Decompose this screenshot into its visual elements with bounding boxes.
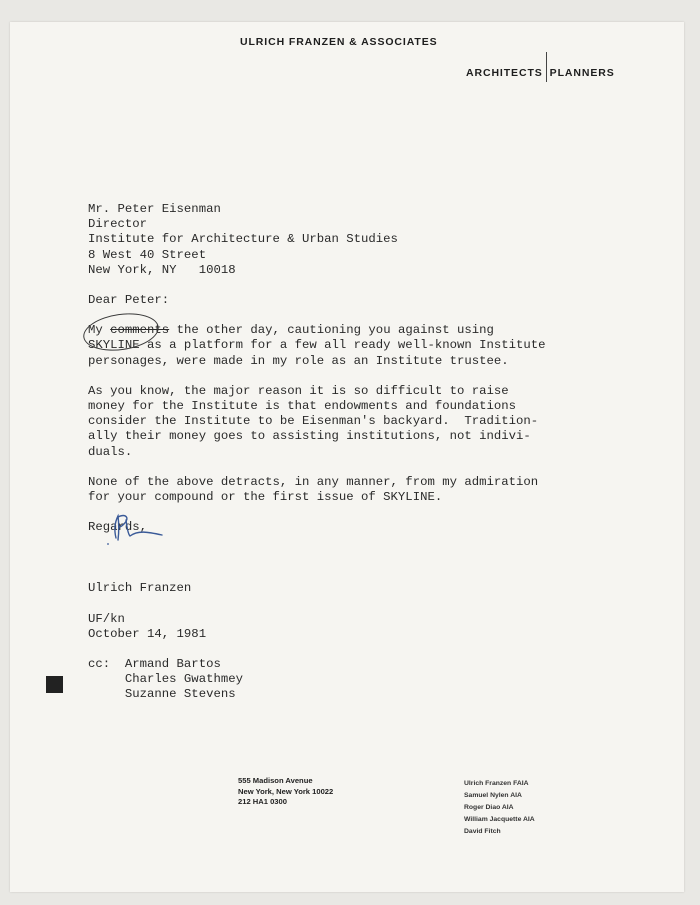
partner-name: Roger Diao AIA <box>464 804 514 811</box>
signature-name: Ulrich Franzen <box>88 581 192 596</box>
partner-name: Samuel Nylen AIA <box>464 792 522 799</box>
paragraph-1-line-3: personages, were made in my role as an Institute trustee. <box>88 353 509 368</box>
text-run: My <box>88 323 111 338</box>
paragraph-1-line-2: SKYLINE as a platform for a few all ready well-known Institute <box>88 338 546 353</box>
footer-address-line: New York, New York 10022 <box>238 786 334 796</box>
letterhead-firm-name: ULRICH FRANZEN & ASSOCIATES <box>240 36 438 48</box>
paragraph-3-line: None of the above detracts, in any manner, from my admiration <box>88 474 539 489</box>
paragraph-2-line: money for the Institute is that endowments and foundations <box>88 399 517 414</box>
handwritten-signature <box>104 496 166 546</box>
recipient-line: 8 West 40 Street <box>88 247 207 262</box>
text-run: the other day, cautioning you against using <box>169 323 494 338</box>
recipient-line: New York, NY 10018 <box>88 262 236 277</box>
paragraph-2-line: consider the Institute to be Eisenman's backyard. Tradition- <box>88 414 539 429</box>
profession-planners: PLANNERS <box>549 67 615 79</box>
recipient-line: Institute for Architecture & Urban Studies <box>88 232 398 247</box>
salutation: Dear Peter: <box>88 293 170 308</box>
reference-initials: UF/kn <box>88 611 125 626</box>
letterhead-professions <box>466 58 615 88</box>
partner-name: Ulrich Franzen FAIA <box>464 780 529 787</box>
paragraph-3-line: for your compound or the first issue of SKYLINE. <box>88 490 443 505</box>
cc-line: cc: Armand Bartos <box>88 657 221 672</box>
partner-name: William Jacquette AIA <box>464 816 535 823</box>
profession-architects: ARCHITECTS <box>466 67 543 79</box>
paragraph-2-line: As you know, the major reason it is so difficult to raise <box>88 383 509 398</box>
cc-list <box>88 657 546 703</box>
paragraph-2 <box>88 384 546 460</box>
footer-partners <box>464 778 535 838</box>
letter-body <box>88 202 546 703</box>
partner-name: David Fitch <box>464 828 501 835</box>
closing: Regards, <box>88 520 148 535</box>
footer-address-line: 555 Madison Avenue <box>238 776 313 785</box>
recipient-block <box>88 202 546 278</box>
cc-line: Charles Gwathmey <box>88 672 243 687</box>
footer-address <box>238 776 333 808</box>
recipient-line: Mr. Peter Eisenman <box>88 202 221 216</box>
filing-mark-square <box>46 676 63 693</box>
paragraph-2-line: ally their money goes to assisting institutions, not indivi- <box>88 429 531 444</box>
footer-address-line: 212 HA1 0300 <box>238 797 287 806</box>
letterhead-divider <box>546 52 547 82</box>
letter-date: October 14, 1981 <box>88 626 207 641</box>
cc-line: Suzanne Stevens <box>88 687 236 702</box>
struck-word: comments <box>110 323 170 338</box>
paragraph-2-line: duals. <box>88 444 133 459</box>
recipient-line: Director <box>88 217 148 232</box>
